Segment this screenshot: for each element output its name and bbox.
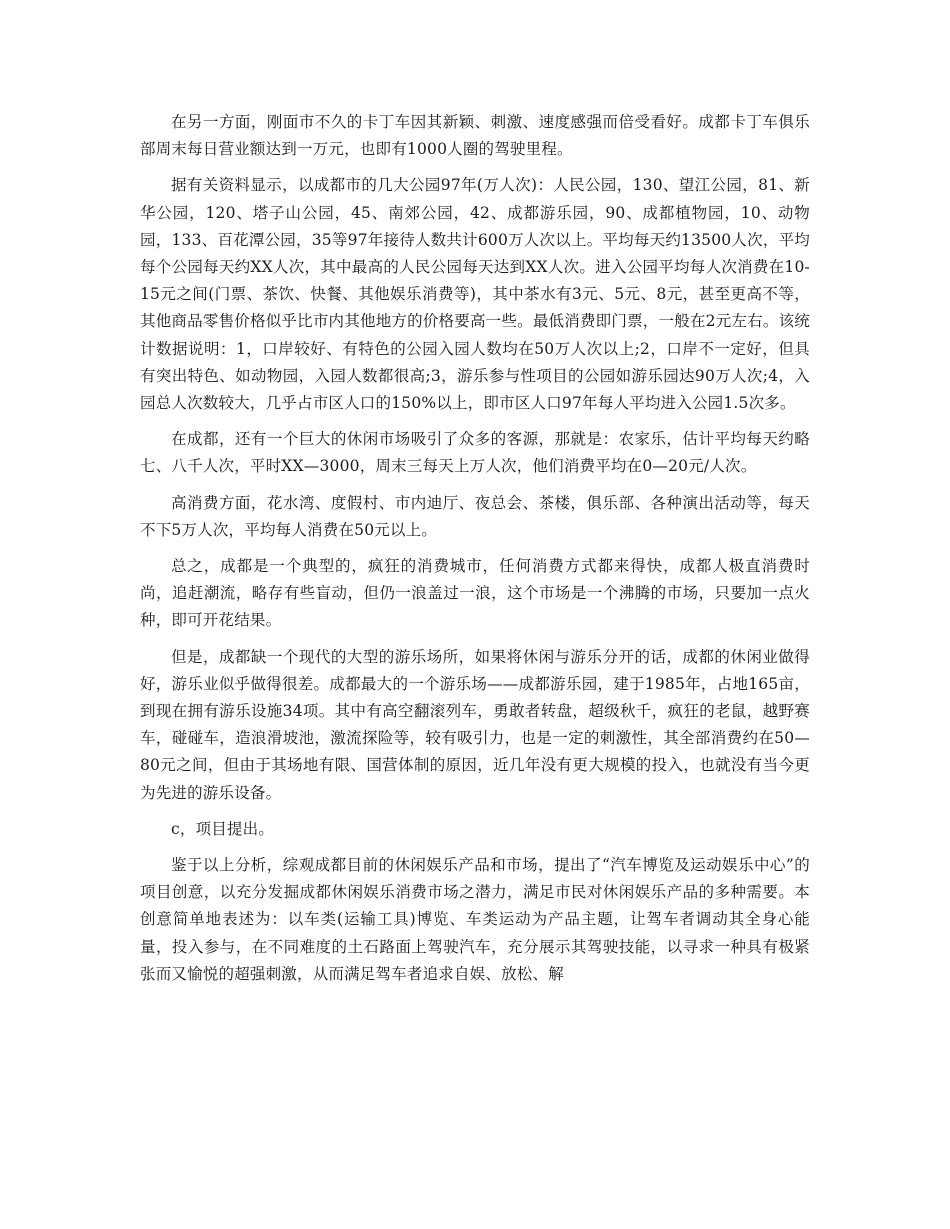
- paragraph-amusement-park: 但是，成都缺一个现代的大型的游乐场所，如果将休闲与游乐分开的话，成都的休闲业做得好，游乐业似乎做得很差。成都最大的一个游乐场——成都游乐园，建于1985年，占地165亩，到现在拥有游乐设施34项。其中有高空翻滚列车，勇敢者转盘，超级秋千，疯狂的老鼠，越野赛车，碰碰车，造浪滑坡池，激流探险等，较有吸引力，也是一定的刺激性，其全部消费约在50—80元之间，但由于其场地有限、国营体制的原因，近几年没有更大规模的投入，也就没有当今更为先进的游乐设备。: [140, 647, 810, 802]
- paragraph-project-heading: c，项目提出。: [171, 819, 275, 838]
- paragraph-high-consumption: 高消费方面，花水湾、度假村、市内迪厅、夜总会、茶楼，俱乐部、各种演出活动等，每天不下5万人次，平均每人消费在50元以上。: [140, 493, 810, 539]
- paragraph-summary: 总之，成都是一个典型的，疯狂的消费城市，任何消费方式都来得快，成都人极直消费时尚，追赶潮流，略存有些盲动，但仍一浪盖过一浪，这个市场是一个沸腾的市场，只要加一点火种，即可开花结果。: [140, 557, 810, 630]
- document-page: [140, 109, 810, 997]
- paragraph-karting: 在另一方面，刚面市不久的卡丁车因其新颖、刺激、速度感强而倍受看好。成都卡丁车俱乐部周末每日营业额达到一万元，也即有1000人圈的驾驶里程。: [140, 113, 810, 159]
- paragraph-project-proposal: 鉴于以上分析，综观成都目前的休闲娱乐产品和市场，提出了“汽车博览及运动娱乐中心”的项目创意，以充分发掘成都休闲娱乐消费市场之潜力，满足市民对休闲娱乐产品的多种需要。本创意简单地表述为：以车类(运输工具)博览、车类运动为产品主题，让驾车者调动其全身心能量，投入参与，在不同难度的土石路面上驾驶汽车，充分展示其驾驶技能，以寻求一种具有极紧张而又愉悦的超强刺激，从而满足驾车者追求自娱、放松、解: [140, 856, 810, 983]
- paragraph-farmhouse-leisure: 在成都，还有一个巨大的休闲市场吸引了众多的客源，那就是：农家乐，估计平均每天约略七、八千人次，平时XX—3000，周末三每天上万人次，他们消费平均在0—20元/人次。: [140, 430, 810, 476]
- paragraph-parks-statistics: 据有关资料显示，以成都市的几大公园97年(万人次)：人民公园，130、望江公园，81、新华公园，120、塔子山公园，45、南郊公园，42、成都游乐园，90、成都植物园，10、动物园，133、百花潭公园，35等97年接待人数共计600万人次以上。平均每天约13500人次，平均每个公园每天约XX人次，其中最高的人民公园每天达到XX人次。进入公园平均每人次消费在10-15元之间(门票、茶饮、快餐、其他娱乐消费等)，其中茶水有3元、5元、8元，甚至更高不等，其他商品零售价格似乎比市内其他地方的价格要高一些。最低消费即门票，一般在2元左右。该统计数据说明：1，口岸较好、有特色的公园入园人数均在50万人次以上;2，口岸不一定好，但具有突出特色、如动物园，入园人数都很高;3，游乐参与性项目的公园如游乐园达90万人次;4，入园总人次数较大，几乎占市区人口的150%以上，即市区人口97年每人平均进入公园1.5次多。: [140, 176, 810, 413]
